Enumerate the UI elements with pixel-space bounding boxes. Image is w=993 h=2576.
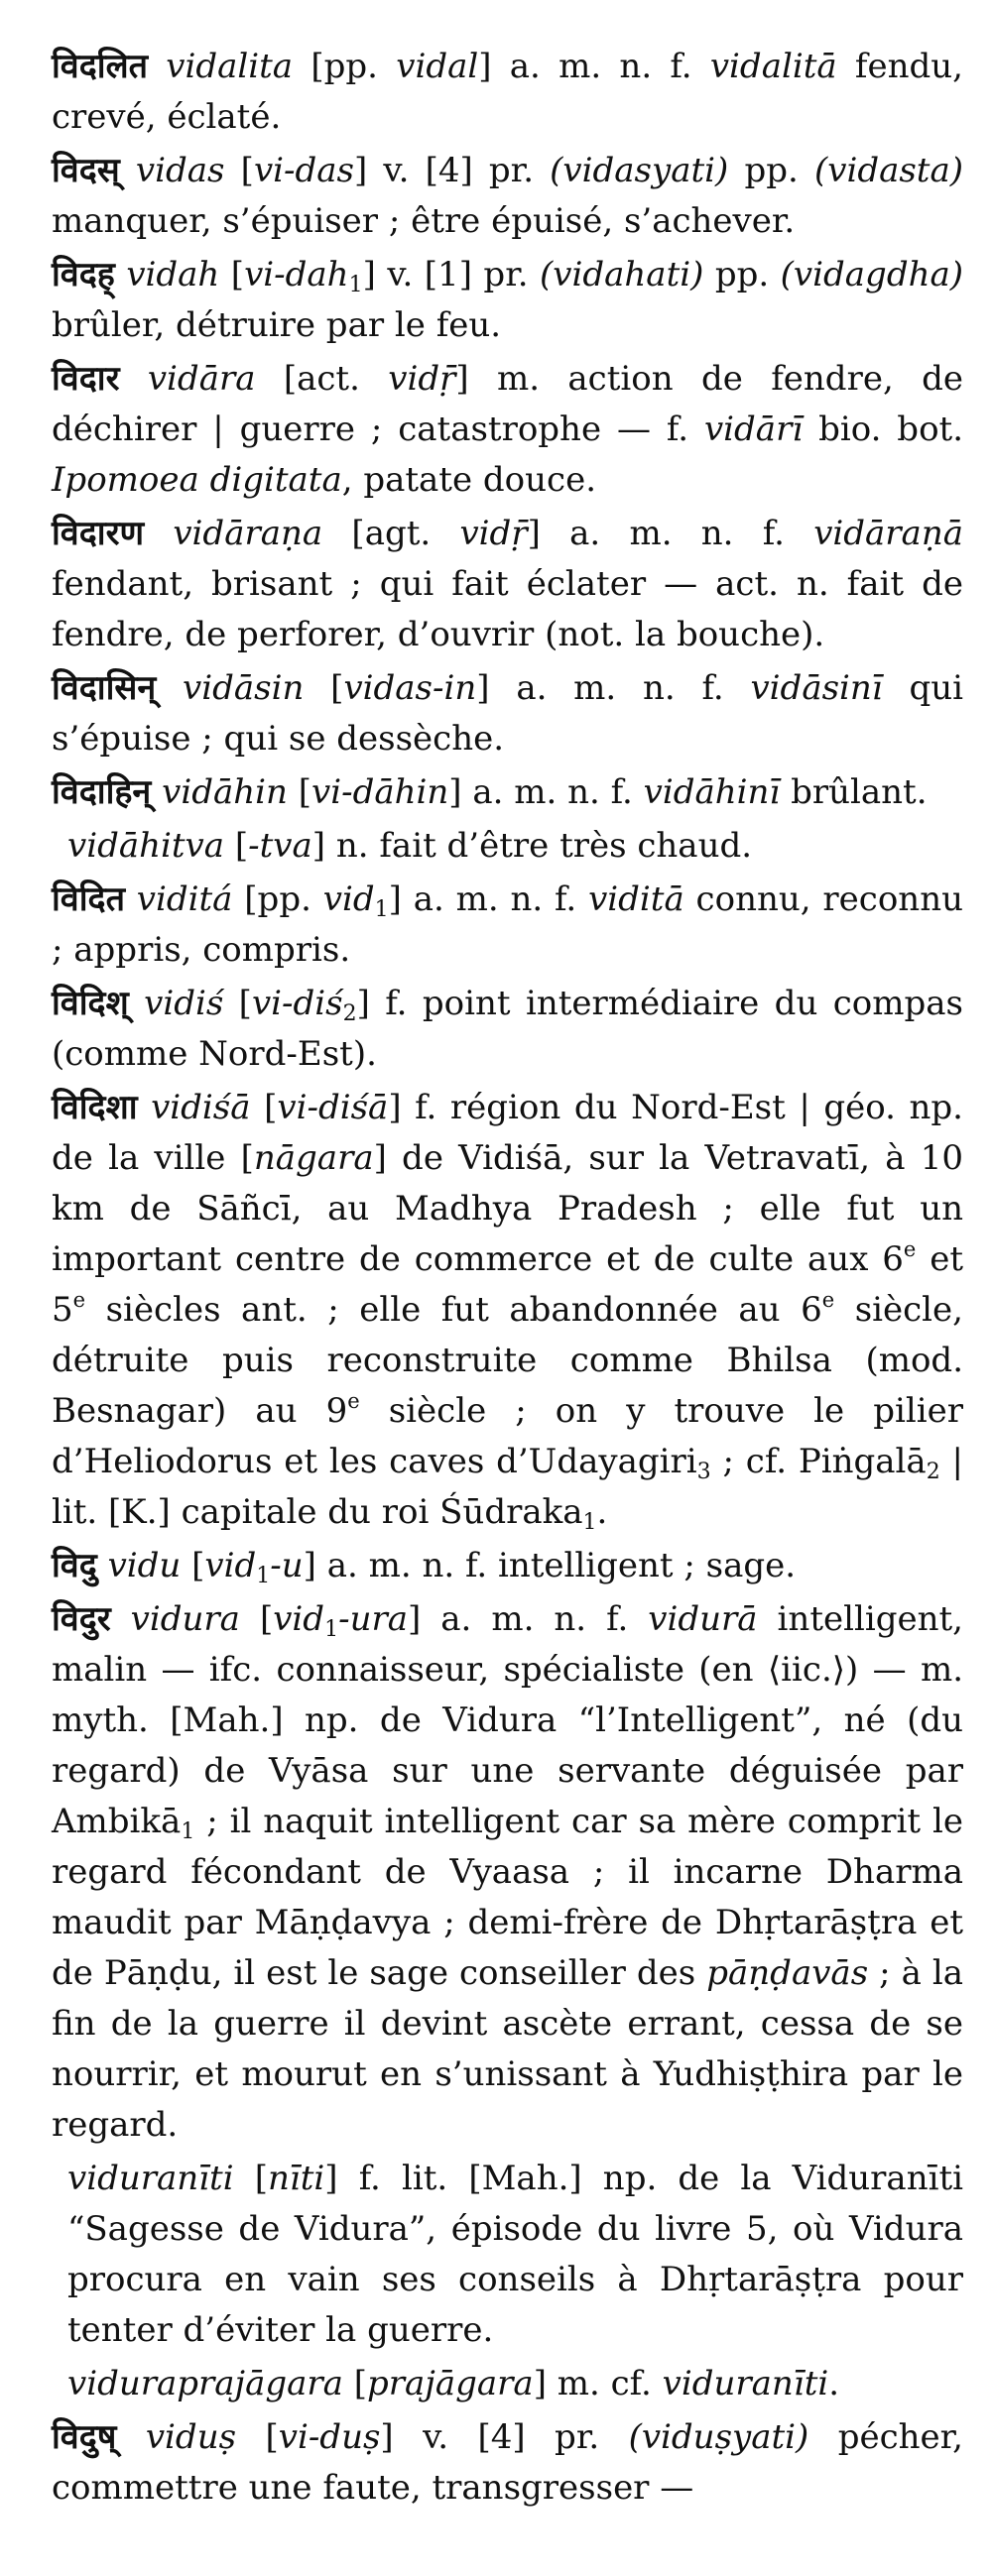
entry-text: ] a. m. n. f. [448,772,644,812]
entry-text: brûlant. [780,772,928,812]
dictionary-entry [52,875,963,976]
italic-text: vidāraṇa [173,514,323,553]
entry-text: ] a. m. n. f. [527,514,814,553]
headword-devanagari: विदस् [52,151,120,190]
italic-text: vidura [130,1599,240,1639]
italic-text: (viduṣyati) [628,2417,809,2457]
entry-text: [ [223,984,252,1023]
entry-text: fendu, crevé, éclaté. [52,47,963,137]
superscript: e [821,1288,835,1312]
headword-devanagari: विदु [52,1546,97,1585]
entry-text [115,255,126,294]
entry-text: [pp. [293,47,397,86]
subscript: 1 [374,897,389,922]
italic-text: vidārī [703,410,804,449]
entry-text: ] f. lit. [Mah.] np. de la Viduranīti “Sagesse de Vidura”, épisode du livre 5, où Vidura procura en vain ses conseils à Dhṛtarāṣṭra pour tenter d’éviter la guerre. [67,2159,963,2350]
subscript: 1 [256,1564,271,1588]
entry-text: ; à la fin de la guerre il devint ascète errant, cessa de se nourrir, et mourut en s’unissant à Yudhiṣṭhira par le regard. [52,1953,964,2145]
entry-text: [ [233,2159,268,2198]
headword-devanagari: विदासिन् [52,668,157,708]
headword-devanagari: विदलित [52,47,149,86]
headword-devanagari: विदिशा [52,1088,138,1127]
entry-text: ] m. action de fendre, de déchirer | guerre ; catastrophe — f. [52,359,963,449]
italic-text: vi-diśā [277,1088,389,1127]
italic-text: viduraprajāgara [67,2364,343,2403]
headword-devanagari: विदुष् [52,2417,117,2457]
italic-text: vidṝ [388,359,456,399]
dictionary-entry [52,1594,963,2151]
italic-text: vidas-in [343,668,477,708]
italic-text: Ipomoea digitata [52,460,342,500]
italic-text: vidāra [147,359,256,399]
superscript: e [347,1389,360,1413]
entry-text [119,359,147,399]
entry-text: [ [239,1599,274,1639]
entry-text: pp. [728,151,814,190]
italic-text: vi-dāhin [311,772,449,812]
dictionary-entry [52,509,963,660]
italic-text: -ura [338,1599,408,1639]
italic-text: (vidagdha) [780,255,964,294]
entry-text: | lit. [K.] capitale du roi Śūdraka [52,1442,963,1532]
superscript: e [72,1288,86,1312]
entry-text: [ [224,826,249,866]
italic-text: vidurā [648,1599,758,1639]
sub-entry [52,821,963,872]
italic-text: vi-duṣ [278,2417,381,2457]
entry-text: connu, reconnu ; appris, compris. [52,879,963,970]
italic-text: vidāsinī [750,668,883,708]
italic-text: viditā [588,879,684,919]
entry-text: , patate douce. [341,460,596,500]
headword-devanagari: विदित [52,879,125,919]
entry-text [138,1088,152,1127]
italic-text: vidas [135,151,225,190]
entry-text: ] v. [1] pr. [362,255,541,294]
italic-text: vid [322,879,375,919]
italic-text: nāgara [253,1138,374,1178]
headword-devanagari: विदारण [52,514,145,553]
italic-text: vi-diś [251,984,343,1023]
italic-text: vidiś [144,984,224,1023]
italic-text: nīti [267,2159,325,2198]
entry-text: ] de Vidiśā, sur la Vetravatī, à 10 km de Sāñcī, au Madhya Pradesh ; elle fut un important centre de commerce et de culte aux 6 [52,1138,964,1279]
subscript: 1 [582,1510,597,1535]
dictionary-entry [52,1541,963,1591]
entry-text: ] f. point intermédiaire du compas (comme Nord-Est). [52,984,963,1074]
entry-text [120,151,136,190]
entry-text: pp. [703,255,781,294]
italic-text: (vidasyati) [550,151,729,190]
entry-text: ] n. fait d’être très chaud. [311,826,753,866]
italic-text: vidah [126,255,220,294]
entry-text: ; cf. Piṅgalā [710,1442,927,1481]
entry-text: siècle, détruite puis reconstruite comme Bhilsa (mod. Besnagar) au 9 [52,1290,963,1431]
italic-text: vidāhitva [67,826,225,866]
entry-text: intelligent, malin — ifc. connaisseur, spécialiste (en ⟨iic.⟩) — m. myth. [Mah.] np. de Vidura “l’Intelligent”, né (du regard) de Vyāsa sur une servante déguisée par Ambikā [52,1599,963,1841]
entry-text: fendant, brisant ; qui fait éclater — act. n. fait de fendre, de perforer, d’ouvrir (not. la bouche). [52,564,963,654]
entry-text [116,2417,145,2457]
subscript: 2 [342,1001,357,1026]
italic-text: vidalitā [709,47,837,86]
entry-text: . [828,2364,840,2403]
sub-entry [52,2154,963,2356]
subscript: 3 [696,1460,711,1484]
entry-text: ] a. m. n. f. [388,879,589,919]
italic-text: vidāhin [162,772,288,812]
entry-text: ] a. m. n. f. [476,668,751,708]
italic-text: vidṝ [459,514,528,553]
entry-text: qui s’épuise ; qui se dessèche. [52,668,964,759]
subscript: 1 [348,273,363,297]
dictionary-entry [52,663,963,764]
entry-text: ] m. cf. [533,2364,663,2403]
italic-text: viduranīti [662,2364,829,2403]
headword-devanagari: विदिश् [52,984,129,1023]
italic-text: pāṇḍavās [706,1953,869,1993]
entry-text: [act. [255,359,389,399]
italic-text: prajāgara [367,2364,534,2403]
italic-text: viduranīti [67,2159,234,2198]
dictionary-entry [52,250,963,351]
headword-devanagari: विदार [52,359,120,399]
entry-text: [ [250,1088,278,1127]
dictionary-entry [52,1083,963,1538]
entry-text: brûler, détruire par le feu. [52,305,502,345]
entry-text: [pp. [232,879,323,919]
entry-text: [ [224,151,254,190]
italic-text: vidal [396,47,479,86]
entry-text: [ [236,2417,279,2457]
entry-text: [ [342,2364,368,2403]
entry-text [97,1546,108,1585]
italic-text: viduṣ [145,2417,237,2457]
entry-text: [ [304,668,344,708]
italic-text: vidāhinī [643,772,781,812]
italic-text: vid [273,1599,325,1639]
entry-text: manquer, s’épuiser ; être épuisé, s’achever. [52,201,796,241]
entry-text [125,879,137,919]
entry-text: ] v. [4] pr. [380,2417,629,2457]
italic-text: vidāsin [183,668,305,708]
entry-text [151,772,162,812]
entry-text: bio. bot. [803,410,964,449]
entry-text [156,668,183,708]
entry-text: ] a. m. n. f. intelligent ; sage. [303,1546,797,1585]
entry-text: ] f. région du Nord-Est | géo. np. de la ville [ [52,1088,963,1178]
entry-text: ] a. m. n. f. [408,1599,649,1639]
entry-text: [ [287,772,311,812]
dictionary-entry [52,979,963,1080]
entry-text: siècles ant. ; elle fut abandonnée au 6 [85,1290,822,1330]
entry-text: pécher, commettre une faute, transgresser — [52,2417,963,2508]
italic-text: -u [270,1546,304,1585]
subscript: 1 [324,1617,339,1642]
italic-text: vidalita [166,47,294,86]
italic-text: vi-das [253,151,354,190]
entry-text: siècle ; on y trouve le pilier d’Heliodorus et les caves d’Udayagiri [52,1391,963,1481]
dictionary-entry [52,767,963,818]
entry-text [148,47,166,86]
italic-text: vid [204,1546,257,1585]
italic-text: vidiśā [151,1088,251,1127]
entry-text [111,1599,131,1639]
entry-text [129,984,144,1023]
sub-entry [52,2359,963,2409]
italic-text: (vidahati) [540,255,704,294]
entry-text [144,514,173,553]
headword-devanagari: विदाहिन् [52,772,152,812]
entry-text: ; il naquit intelligent car sa mère comprit le regard fécondant de Vyaasa ; il incarne Dharma maudit par Māṇḍavya ; demi-frère de Dhṛtarāṣṭra et de Pāṇḍu, il est le sage conseiller des [52,1802,963,1993]
subscript: 1 [181,1819,195,1844]
entry-text: [ [181,1546,205,1585]
italic-text: viditá [136,879,233,919]
italic-text: vidu [107,1546,182,1585]
entry-text: . [596,1492,608,1532]
dictionary-entry [52,146,963,247]
dictionary-entry [52,354,963,506]
entry-text: [ [219,255,245,294]
headword-devanagari: विदुर [52,1599,111,1639]
italic-text: vi-dah [244,255,349,294]
dictionary-entry [52,2412,963,2514]
italic-text: -tva [248,826,312,866]
headword-devanagari: विदह् [52,255,115,294]
superscript: e [903,1237,917,1261]
italic-text: (vidasta) [813,151,963,190]
dictionary-entry [52,42,963,143]
entry-text: et 5 [52,1239,964,1330]
subscript: 2 [926,1460,940,1484]
entry-text: ] a. m. n. f. [478,47,710,86]
entry-text: ] v. [4] pr. [354,151,551,190]
entry-text: [agt. [322,514,460,553]
italic-text: vidāraṇā [813,514,963,553]
